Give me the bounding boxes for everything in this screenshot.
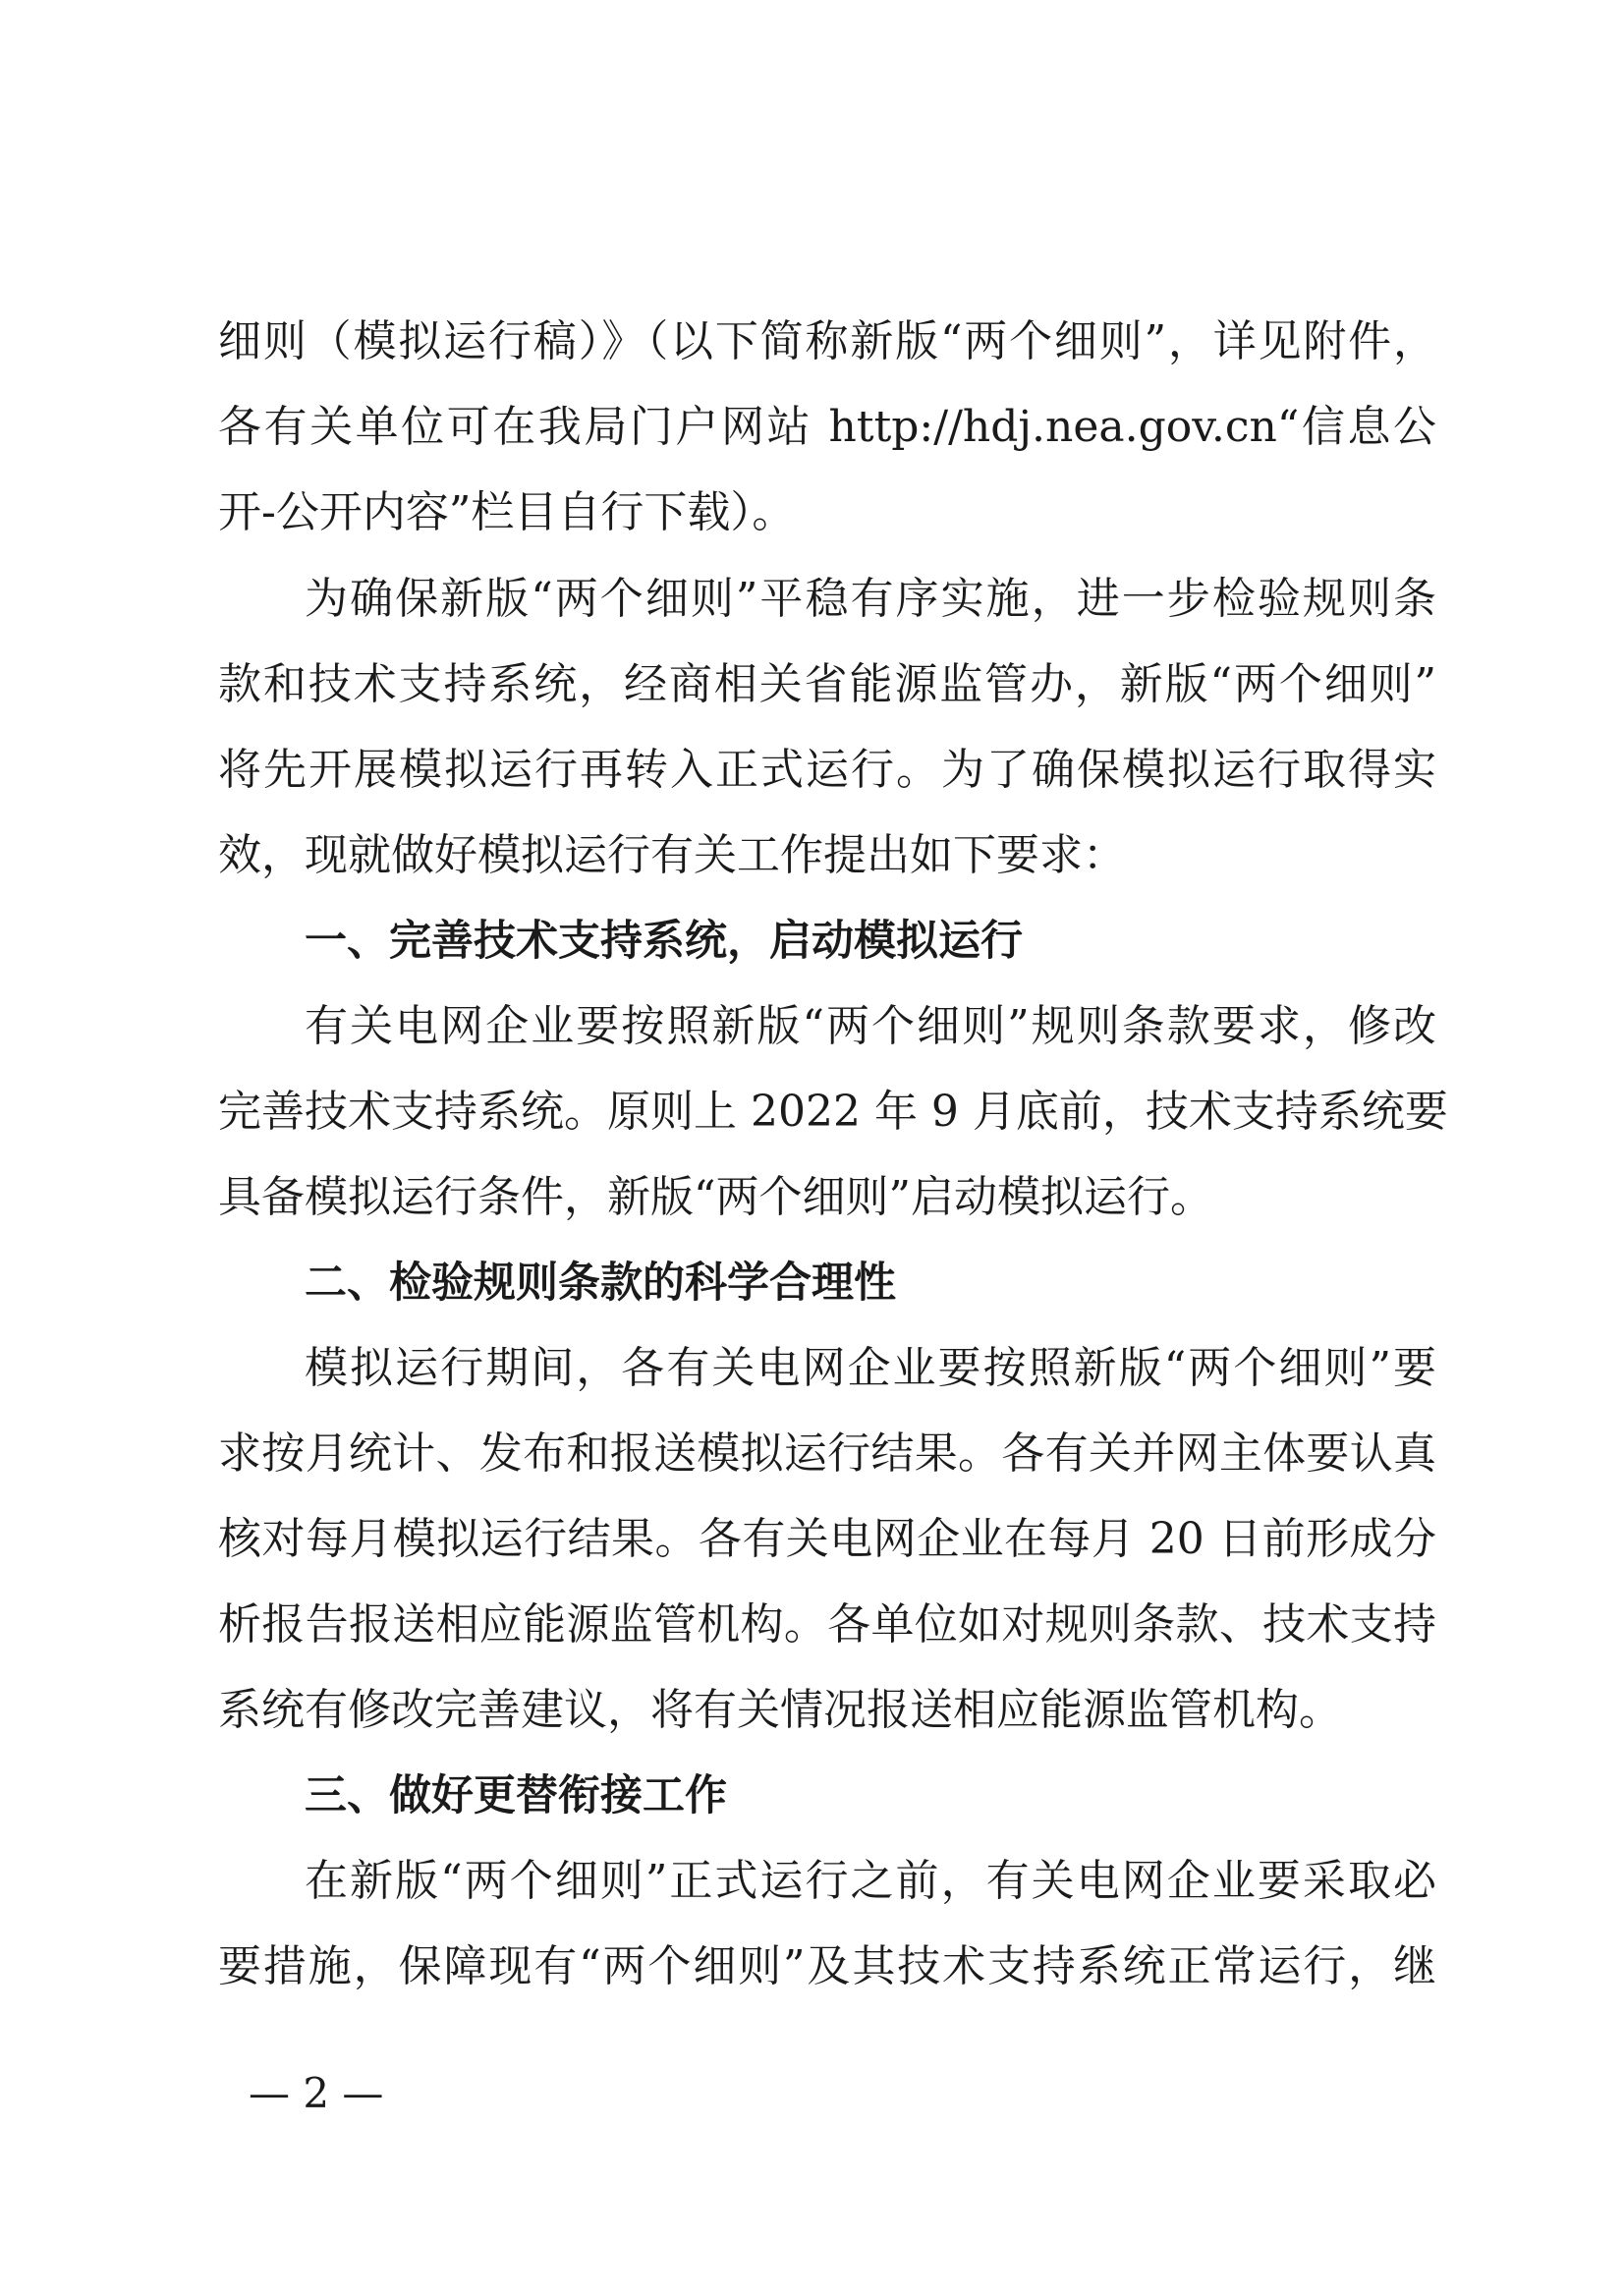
paragraph-2-line-3: 将先开展模拟运行再转入正式运行。为了确保模拟运行取得实 (218, 745, 1436, 795)
paragraph-4-line-5: 系统有修改完善建议，将有关情况报送相应能源监管机构。 (218, 1685, 1342, 1735)
paragraph-1-line-2: 各有关单位可在我局门户网站 http://hdj.nea.gov.cn“信息公 (218, 402, 1436, 452)
paragraph-4-line-3: 核对每月模拟运行结果。各有关电网企业在每月 20 日前形成分 (218, 1514, 1436, 1564)
paragraph-3-line-3: 具备模拟运行条件，新版“两个细则”启动模拟运行。 (218, 1172, 1213, 1222)
paragraph-3-line-1: 有关电网企业要按照新版“两个细则”规则条款要求，修改 (305, 1001, 1436, 1051)
paragraph-4-line-2: 求按月统计、发布和报送模拟运行结果。各有关并网主体要认真 (218, 1428, 1436, 1479)
paragraph-3-line-2: 完善技术支持系统。原则上 2022 年 9 月底前，技术支持系统要 (218, 1087, 1448, 1137)
paragraph-1-line-1: 细则（模拟运行稿）》（以下简称新版“两个细则”，详见附件， (218, 316, 1436, 366)
section-heading-3: 三、做好更替衔接工作 (305, 1771, 727, 1820)
paragraph-2-line-2: 款和技术支持系统，经商相关省能源监管办，新版“两个细则” (218, 659, 1436, 709)
section-heading-1: 一、完善技术支持系统，启动模拟运行 (305, 917, 1023, 966)
section-heading-2: 二、检验规则条款的科学合理性 (305, 1259, 896, 1308)
paragraph-2-line-4: 效，现就做好模拟运行有关工作提出如下要求： (218, 830, 1126, 880)
page-number: — 2 — (249, 2069, 384, 2117)
paragraph-5-line-2: 要措施，保障现有“两个细则”及其技术支持系统正常运行，继 (218, 1941, 1436, 1991)
paragraph-4-line-4: 析报告报送相应能源监管机构。各单位如对规则条款、技术支持 (218, 1599, 1436, 1650)
paragraph-5-line-1: 在新版“两个细则”正式运行之前，有关电网企业要采取必 (305, 1856, 1436, 1906)
paragraph-1-line-3: 开-公开内容”栏目自行下载）。 (218, 487, 796, 537)
paragraph-2-line-1: 为确保新版“两个细则”平稳有序实施，进一步检验规则条 (305, 574, 1436, 624)
paragraph-4-line-1: 模拟运行期间，各有关电网企业要按照新版“两个细则”要 (305, 1343, 1436, 1393)
